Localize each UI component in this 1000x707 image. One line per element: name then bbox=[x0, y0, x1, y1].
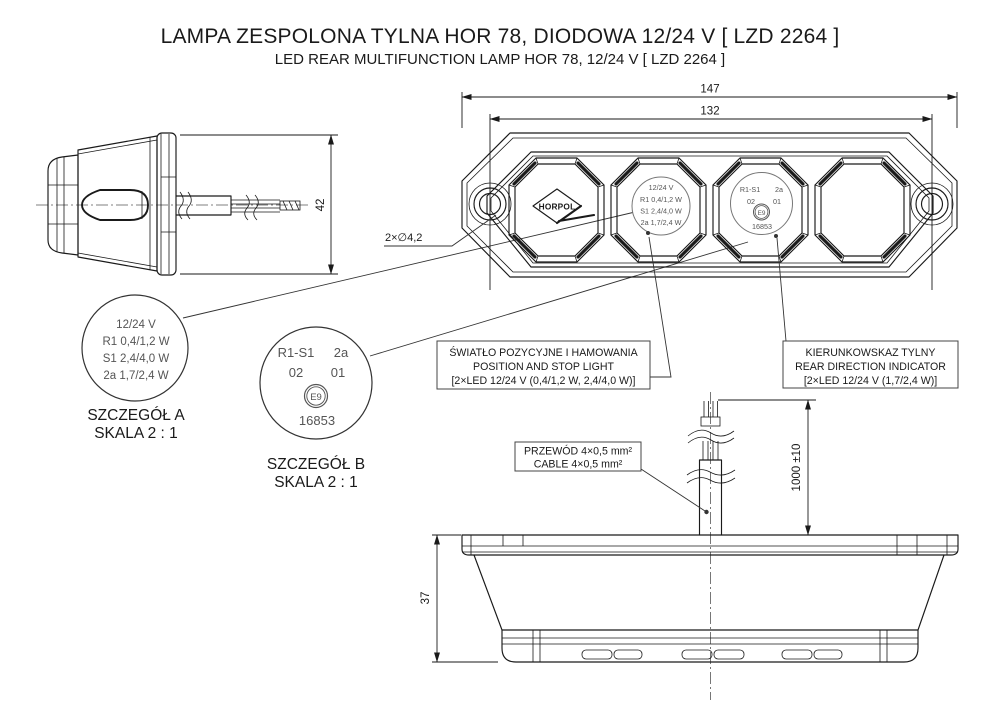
print-ratings-circle bbox=[632, 177, 690, 235]
dimension-37 bbox=[420, 535, 498, 662]
dim-side-height-value: 42 bbox=[315, 198, 327, 212]
callout-line: [2×LED 12/24 V (0,4/1,2 W, 2,4/4,0 W)] bbox=[451, 375, 636, 387]
print-codes-right: 2a bbox=[775, 185, 783, 194]
detail-a-circle bbox=[82, 295, 188, 401]
base-outline bbox=[502, 630, 918, 662]
mounting-flange-side bbox=[157, 133, 176, 275]
dim-outer-width-value: 147 bbox=[700, 83, 720, 96]
detail-b bbox=[260, 327, 372, 491]
detail-b-codes-left: R1-S1 bbox=[277, 345, 315, 360]
callout-line: PRZEWÓD 4×0,5 mm² bbox=[523, 445, 633, 458]
housing-outer-outline bbox=[462, 133, 957, 277]
detail-b-class-right: 01 bbox=[330, 365, 346, 380]
bottom-view bbox=[420, 535, 958, 662]
detail-a-line: 12/24 V bbox=[116, 319, 156, 331]
detail-a-caption: SZCZEGÓŁ A bbox=[87, 407, 185, 424]
callout-line: KIERUNKOWSKAZ TYLNY bbox=[805, 347, 936, 359]
brand-text: HORPOL bbox=[538, 201, 576, 212]
hole-diameter-callout bbox=[384, 215, 496, 246]
cable-side bbox=[176, 192, 300, 220]
callout-rear-direction-indicator bbox=[777, 238, 958, 388]
print-approval-number: 16853 bbox=[752, 222, 772, 231]
front-view bbox=[384, 84, 957, 291]
detail-b-scale: SKALA 2 : 1 bbox=[274, 474, 358, 491]
dimension-1000 bbox=[718, 400, 816, 535]
hole-diameter-value: 2×∅4,2 bbox=[385, 232, 423, 244]
dim-cable-length-value: 1000 ±10 bbox=[791, 443, 803, 492]
detail-b-caption: SZCZEGÓŁ B bbox=[266, 456, 366, 473]
detail-a-line: 2a 1,7/2,4 W bbox=[103, 370, 169, 382]
title-line-english: LED REAR MULTIFUNCTION LAMP HOR 78, 12/24 V [ LZD 2264 ] bbox=[274, 51, 726, 68]
base-feet bbox=[582, 650, 842, 659]
callout-line: CABLE 4×0,5 mm² bbox=[533, 458, 623, 471]
callout-line: [2×LED 12/24 V (1,7/2,4 W)] bbox=[803, 375, 938, 387]
lamp-cell bbox=[815, 158, 910, 262]
lamp-body-side bbox=[78, 136, 157, 271]
print-codes-left: R1-S1 bbox=[739, 185, 761, 194]
detail-b-e-mark: E9 bbox=[310, 392, 322, 403]
print-rating-2a: 2a 1,7/2,4 W bbox=[640, 218, 682, 227]
detail-a-line: R1 0,4/1,2 W bbox=[102, 336, 170, 348]
detail-a-scale: SKALA 2 : 1 bbox=[94, 425, 178, 442]
callout-anchor-dot bbox=[774, 234, 778, 238]
callout-line: POSITION AND STOP LIGHT bbox=[473, 361, 614, 373]
print-class-right: 01 bbox=[773, 197, 781, 206]
print-homologation-circle bbox=[731, 173, 793, 239]
detail-b-class-left: 02 bbox=[288, 365, 304, 380]
detail-a bbox=[82, 295, 188, 442]
detail-a-leader bbox=[183, 212, 635, 318]
dimension-42 bbox=[180, 135, 338, 274]
print-rating-voltage: 12/24 V bbox=[648, 183, 674, 192]
brand-logo bbox=[533, 189, 594, 223]
body-slants bbox=[474, 555, 944, 630]
print-rating-s1: S1 2,4/4,0 W bbox=[640, 206, 682, 216]
detail-b-leader bbox=[370, 242, 748, 356]
print-class-left: 02 bbox=[747, 197, 755, 206]
title-line-polish: LAMPA ZESPOLONA TYLNA HOR 78, DIODOWA 12/24 V [ LZD 2264 ] bbox=[160, 25, 840, 48]
detail-a-line: S1 2,4/4,0 W bbox=[102, 353, 170, 365]
print-rating-r1: R1 0,4/1,2 W bbox=[640, 195, 682, 204]
detail-b-approval-number: 16853 bbox=[298, 413, 336, 428]
callout-cable bbox=[515, 442, 705, 511]
dim-body-depth-value: 37 bbox=[420, 591, 432, 605]
callout-line: REAR DIRECTION INDICATOR bbox=[795, 361, 946, 373]
detail-b-codes-right: 2a bbox=[333, 345, 349, 360]
callout-line: ŚWIATŁO POZYCYJNE I HAMOWANIA bbox=[449, 347, 638, 359]
dim-hole-spacing-value: 132 bbox=[700, 105, 720, 118]
drawing-title bbox=[161, 25, 840, 68]
side-view bbox=[36, 133, 338, 275]
callout-anchor-dot bbox=[646, 231, 650, 235]
print-e-mark: E9 bbox=[757, 209, 766, 217]
